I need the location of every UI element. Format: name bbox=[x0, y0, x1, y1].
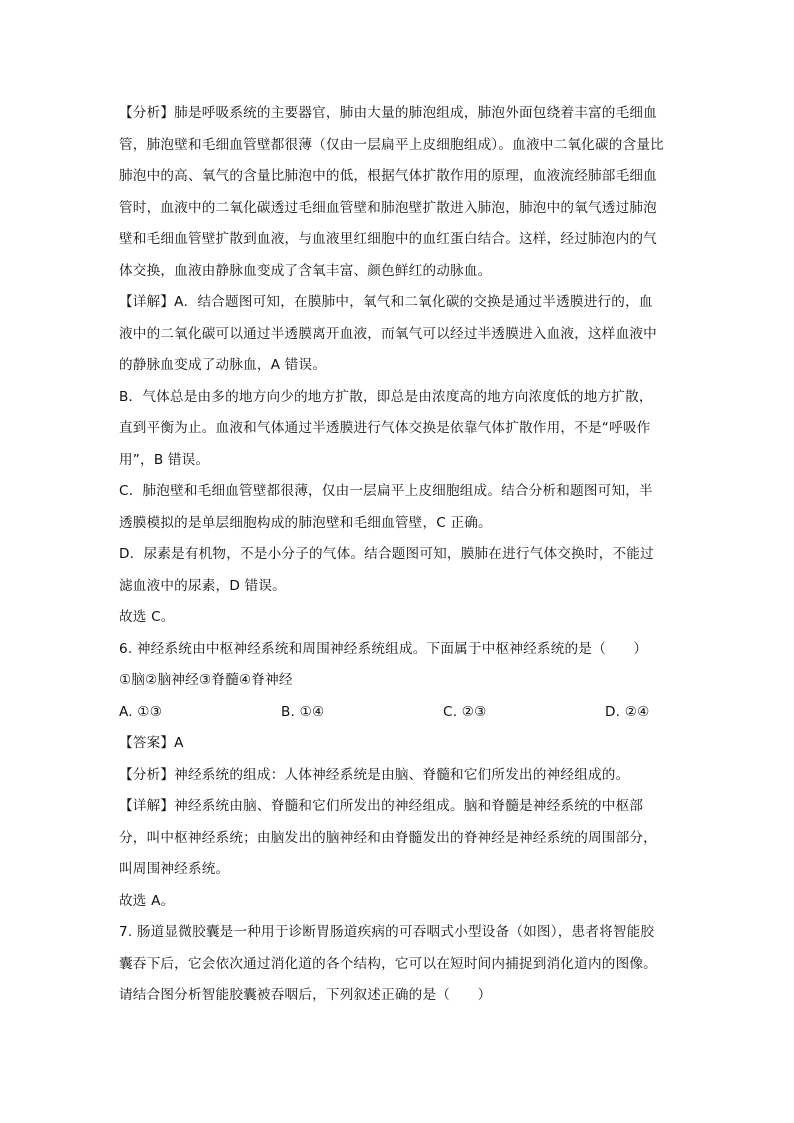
text-line: 分，叫中枢神经系统；由脑发出的脑神经和由脊髓发出的脊神经是神经系统的周围部分， bbox=[119, 829, 657, 846]
detail-paragraph-c bbox=[119, 476, 675, 539]
text-line: 叫周围神经系统。 bbox=[119, 861, 230, 877]
question-stem: 7. 肠道显微胶囊是一种用于诊断胃肠道疾病的可吞咽式小型设备（如图），患者将智能胶 bbox=[119, 924, 655, 940]
option-b: B. ①④ bbox=[281, 703, 325, 720]
text-line: 故选 C。 bbox=[119, 609, 175, 625]
analysis-line: 【分析】神经系统的组成：人体神经系统是由脑、脊髓和它们所发出的神经组成的。 bbox=[119, 766, 630, 783]
question-stem: 请结合图分析智能胶囊被吞咽后，下列叙述正确的是（ ） bbox=[119, 987, 492, 1003]
text-line: 用”，B 错误。 bbox=[119, 451, 210, 468]
choose-paragraph bbox=[119, 602, 675, 634]
detail-paragraph-b bbox=[119, 382, 675, 477]
text-line: 肺泡中的高、氧气的含量比肺泡中的低，根据气体扩散作用的原理，血液流经肺部毛细血 bbox=[119, 168, 657, 184]
question-items: ①脑②脑神经③脊髓④脊神经 bbox=[119, 672, 293, 688]
text-line: 管，肺泡壁和毛细血管壁都很薄（仅由一层扁平上皮细胞组成）。血液中二氧化碳的含量比 bbox=[119, 136, 664, 153]
question-6 bbox=[119, 634, 675, 918]
option-c: C. ②③ bbox=[443, 703, 487, 720]
option-a: A. ①③ bbox=[119, 703, 163, 720]
text-line: 的静脉血变成了动脉血，A 错误。 bbox=[119, 357, 327, 373]
answer-line: 【答案】A bbox=[119, 735, 184, 751]
text-line: 直到平衡为止。血液和气体通过半透膜进行气体交换是依靠气体扩散作用，不是“呼吸作 bbox=[119, 420, 651, 436]
page-content bbox=[119, 98, 675, 1012]
text-line: 【分析】肺是呼吸系统的主要器官，肺由大量的肺泡组成，肺泡外面包绕着丰富的毛细血 bbox=[119, 105, 657, 121]
question-stem: 6. 神经系统由中枢神经系统和周围神经系统组成。下面属于中枢神经系统的是（ ） bbox=[119, 640, 648, 657]
text-line: 壁和毛细血管壁扩散到血液，与血液里红细胞中的血红蛋白结合。这样，经过肺泡内的气 bbox=[119, 231, 657, 247]
detail-paragraph-a bbox=[119, 287, 675, 382]
question-stem: 囊吞下后，它会依次通过消化道的各个结构，它可以在短时间内捕捉到消化道内的图像。 bbox=[119, 955, 657, 972]
analysis-paragraph bbox=[119, 98, 675, 287]
text-line: 滤血液中的尿素，D 错误。 bbox=[119, 577, 286, 594]
detail-paragraph-d bbox=[119, 539, 675, 602]
question-7 bbox=[119, 917, 675, 1012]
text-line: 【详解】A．结合题图可知，在膜肺中，氧气和二氧化碳的交换是通过半透膜进行的，血 bbox=[119, 294, 653, 310]
text-line: 透膜模拟的是单层细胞构成的肺泡壁和毛细血管壁，C 正确。 bbox=[119, 514, 492, 531]
text-line: C．肺泡壁和毛细血管壁都很薄，仅由一层扁平上皮细胞组成。结合分析和题图可知，半 bbox=[119, 483, 653, 499]
text-line: D．尿素是有机物，不是小分子的气体。结合题图可知，膜肺在进行气体交换时，不能过 bbox=[119, 546, 654, 562]
text-line: 管时，血液中的二氧化碳透过毛细血管壁和肺泡壁扩散进入肺泡，肺泡中的氧气透过肺泡 bbox=[119, 199, 657, 216]
text-line: 体交换，血液由静脉血变成了含氧丰富、颜色鲜红的动脉血。 bbox=[119, 262, 492, 279]
choose-line: 故选 A。 bbox=[119, 892, 175, 909]
question-options bbox=[119, 697, 675, 729]
text-line: 【详解】神经系统由脑、脊髓和它们所发出的神经组成。脑和脊髓是神经系统的中枢部 bbox=[119, 798, 644, 814]
text-line: B．气体总是由多的地方向少的地方扩散，即总是由浓度高的地方向浓度低的地方扩散， bbox=[119, 388, 653, 405]
option-d: D. ②④ bbox=[605, 703, 650, 720]
text-line: 液中的二氧化碳可以通过半透膜离开血液，而氧气可以经过半透膜进入血液，这样血液中 bbox=[119, 325, 657, 342]
